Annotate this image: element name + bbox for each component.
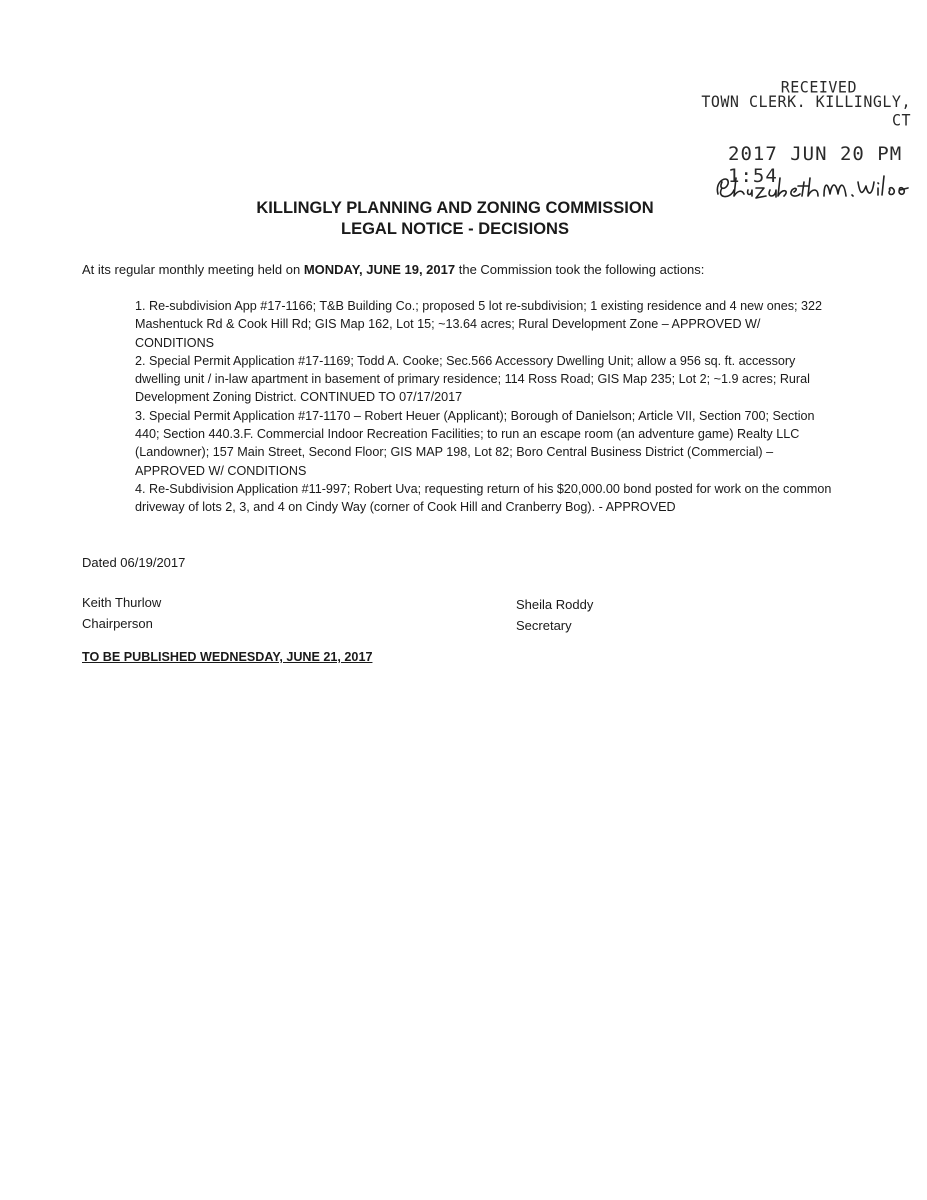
secretary-signatory <box>516 594 593 636</box>
secretary-title: Secretary <box>516 618 572 633</box>
stamp-datetime: 2017 JUN 20 PM 1:54 <box>728 143 903 187</box>
stamp-received: RECEIVED <box>780 77 857 97</box>
title-line-1: KILLINGLY PLANNING AND ZONING COMMISSION <box>256 199 654 217</box>
publish-note: TO BE PUBLISHED WEDNESDAY, JUNE 21, 2017 <box>82 650 373 664</box>
decision-item: 1. Re-subdivision App #17-1166; T&B Building Co.; proposed 5 lot re-subdivision; 1 existing residence and 4 new ones; 322 Mashentuck Rd & Cook Hill Rd; GIS Map 162, Lot 15; ~13.64 acres; Rural Development Zone – APPROVED W/ CONDITIONS <box>135 299 823 350</box>
decision-item: 2. Special Permit Application #17-1169; Todd A. Cooke; Sec.566 Accessory Dwelling Unit; allow a 956 sq. ft. accessory dwelling unit / in-law apartment in basement of primary residence; 114 Ross Road; GIS Map 235; Lot 2; ~1.9 acres; Rural Development Zoning District. CONTINUED TO 07/17/2017 <box>135 353 810 405</box>
chair-signatory <box>82 592 161 634</box>
decision-item: 3. Special Permit Application #17-1170 – Robert Heuer (Applicant); Borough of Danielson; Article VII, Section 700; Section 440; Section 440.3.F. Commercial Indoor Recreation Facilities; to run an escape room (an adventure game) Realty LLC (Landowner); 157 Main Street, Second Floor; GIS MAP 198, Lot 82; Boro Central Business District (Commercial) – APPROVED W/ CONDITIONS <box>135 408 815 478</box>
intro-after: the Commission took the following actions: <box>455 262 705 277</box>
chair-name: Keith Thurlow <box>82 595 162 610</box>
dated-line: Dated 06/19/2017 <box>82 555 186 570</box>
title-line-2: LEGAL NOTICE - DECISIONS <box>341 220 569 238</box>
notice-title <box>180 198 730 240</box>
decisions-list <box>135 297 835 517</box>
stamp-office: TOWN CLERK. KILLINGLY, CT <box>701 92 911 130</box>
decision-item: 4. Re-Subdivision Application #11-997; Robert Uva; requesting return of his $20,000.00 bond posted for work on the common driveway of lots 2, 3, and 4 on Cindy Way (corner of Cook Hill and Cranberry Bog). - APPROVED <box>135 481 832 515</box>
intro-before: At its regular monthly meeting held on <box>82 262 304 277</box>
intro-paragraph <box>82 261 902 279</box>
chair-title: Chairperson <box>82 616 153 631</box>
secretary-name: Sheila Roddy <box>516 597 594 612</box>
handwritten-signature <box>712 168 912 208</box>
meeting-date: MONDAY, JUNE 19, 2017 <box>303 262 456 277</box>
